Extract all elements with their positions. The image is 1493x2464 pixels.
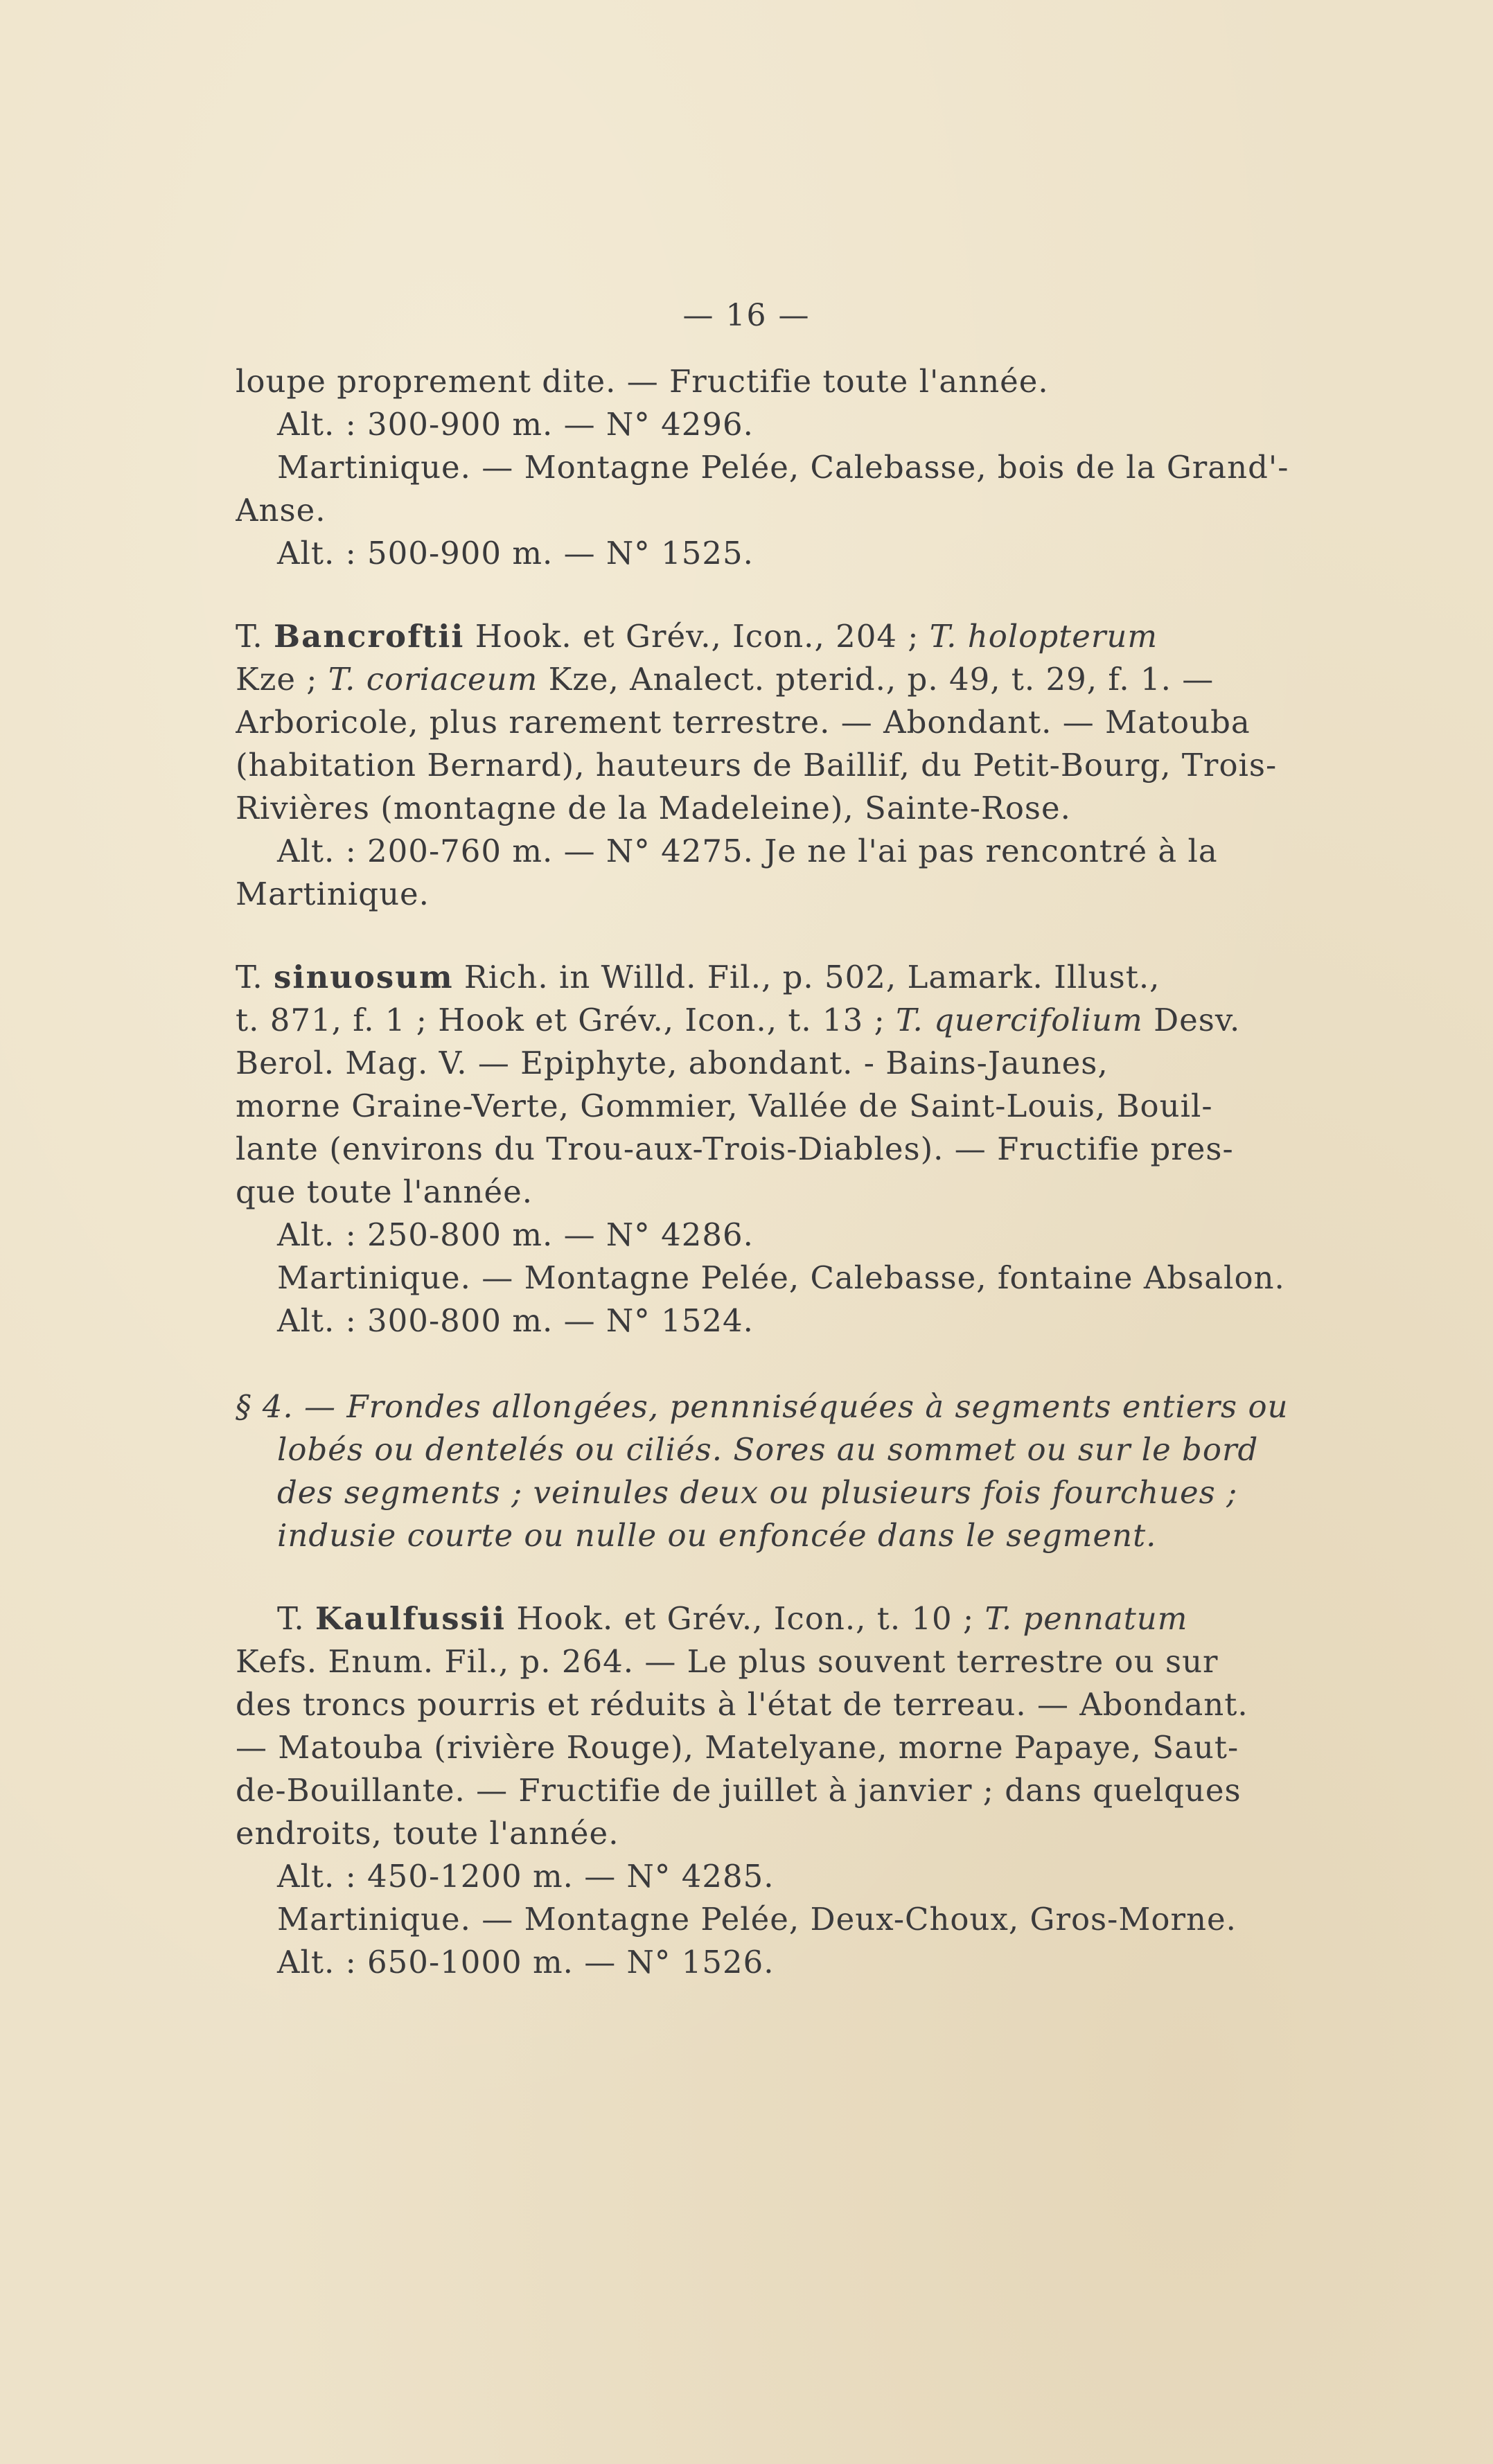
body-text xyxy=(236,360,1372,1984)
text-line: (habitation Bernard), hauteurs de Baillif, du Petit-Bourg, Trois- xyxy=(236,747,1278,783)
text-line: Alt. : 650-1000 m. — N° 1526. xyxy=(277,1944,775,1980)
synonym-name: T. pennatum xyxy=(984,1600,1188,1637)
text-line: de-Bouillante. — Fructifie de juillet à janvier ; dans quelques xyxy=(236,1772,1242,1809)
text-line: Martinique. xyxy=(236,876,430,912)
synonym-name: T. coriaceum xyxy=(328,661,538,698)
synonym-name: T. quercifolium xyxy=(896,1002,1143,1038)
text-line: — Matouba (rivière Rouge), Matelyane, morne Papaye, Saut- xyxy=(236,1729,1239,1766)
genus-abbrev: T. xyxy=(277,1600,305,1637)
section-heading: § 4. — Frondes allongées, pennniséquées à segments entiers ou xyxy=(236,1388,1289,1425)
text-line: Martinique. — Montagne Pelée, Deux-Choux, Gros-Morne. xyxy=(277,1901,1237,1938)
page-number: — 16 — xyxy=(682,298,811,333)
citation-text: Hook. et Grév., Icon., 204 ; xyxy=(475,618,919,655)
citation-text: Rich. in Willd. Fil., p. 502, Lamark. Illust., xyxy=(463,959,1160,995)
text-line: Berol. Mag. V. — Epiphyte, abondant. - Bains-Jaunes, xyxy=(236,1045,1108,1081)
text-line: Alt. : 250-800 m. — N° 4286. xyxy=(277,1216,754,1253)
citation-text: Desv. xyxy=(1154,1002,1241,1038)
text-line: Alt. : 450-1200 m. — N° 4285. xyxy=(277,1858,775,1895)
citation-text: Kze ; xyxy=(236,661,318,698)
text-line: Alt. : 300-800 m. — N° 1524. xyxy=(277,1302,754,1339)
text-line: Kefs. Enum. Fil., p. 264. — Le plus souvent terrestre ou sur xyxy=(236,1643,1219,1680)
text-line: Alt. : 200-760 m. — N° 4275. Je ne l'ai pas rencontré à la xyxy=(277,833,1218,869)
genus-abbrev: T. xyxy=(236,959,263,995)
citation-text: t. 871, f. 1 ; Hook et Grév., Icon., t. 13 ; xyxy=(236,1002,885,1038)
text-line: endroits, toute l'année. xyxy=(236,1815,619,1852)
text-line: Anse. xyxy=(236,492,326,529)
citation-text: Kze, Analect. pterid., p. 49, t. 29, f. 1. — xyxy=(548,661,1214,698)
text-line: loupe proprement dite. — Fructifie toute l'année. xyxy=(236,363,1049,400)
citation-text: Hook. et Grév., Icon., t. 10 ; xyxy=(516,1600,975,1637)
text-line: Martinique. — Montagne Pelée, Calebasse, fontaine Absalon. xyxy=(277,1259,1285,1296)
text-line: Alt. : 300-900 m. — N° 4296. xyxy=(277,406,754,443)
text-line: que toute l'année. xyxy=(236,1173,533,1210)
text-line: Alt. : 500-900 m. — N° 1525. xyxy=(277,535,754,571)
text-line xyxy=(236,658,1372,701)
genus-abbrev: T. xyxy=(236,618,263,655)
species-name: Kaulfussii xyxy=(315,1600,506,1637)
text-line: lante (environs du Trou-aux-Trois-Diables). — Fructifie pres- xyxy=(236,1131,1234,1167)
text-line: Martinique. — Montagne Pelée, Calebasse, bois de la Grand'- xyxy=(277,449,1289,486)
species-name: Bancroftii xyxy=(274,618,465,655)
text-line: lobés ou dentelés ou ciliés. Sores au sommet ou sur le bord xyxy=(277,1431,1259,1468)
text-line: Rivières (montagne de la Madeleine), Sainte-Rose. xyxy=(236,790,1071,826)
text-line xyxy=(236,999,1372,1042)
entry-bancroftii-line xyxy=(236,615,1372,658)
entry-kaulfussii-line xyxy=(236,1597,1372,1640)
text-line: des segments ; veinules deux ou plusieurs fois fourchues ; xyxy=(277,1474,1238,1511)
text-line: indusie courte ou nulle ou enfoncée dans le segment. xyxy=(277,1517,1157,1554)
species-name: sinuosum xyxy=(274,959,454,995)
text-line: morne Graine-Verte, Gommier, Vallée de Saint-Louis, Bouil- xyxy=(236,1088,1213,1124)
synonym-name: T. holopterum xyxy=(929,618,1158,655)
text-line: des troncs pourris et réduits à l'état de terreau. — Abondant. xyxy=(236,1686,1248,1723)
entry-sinuosum-line xyxy=(236,956,1372,999)
text-line: Arboricole, plus rarement terrestre. — Abondant. — Matouba xyxy=(236,704,1251,741)
